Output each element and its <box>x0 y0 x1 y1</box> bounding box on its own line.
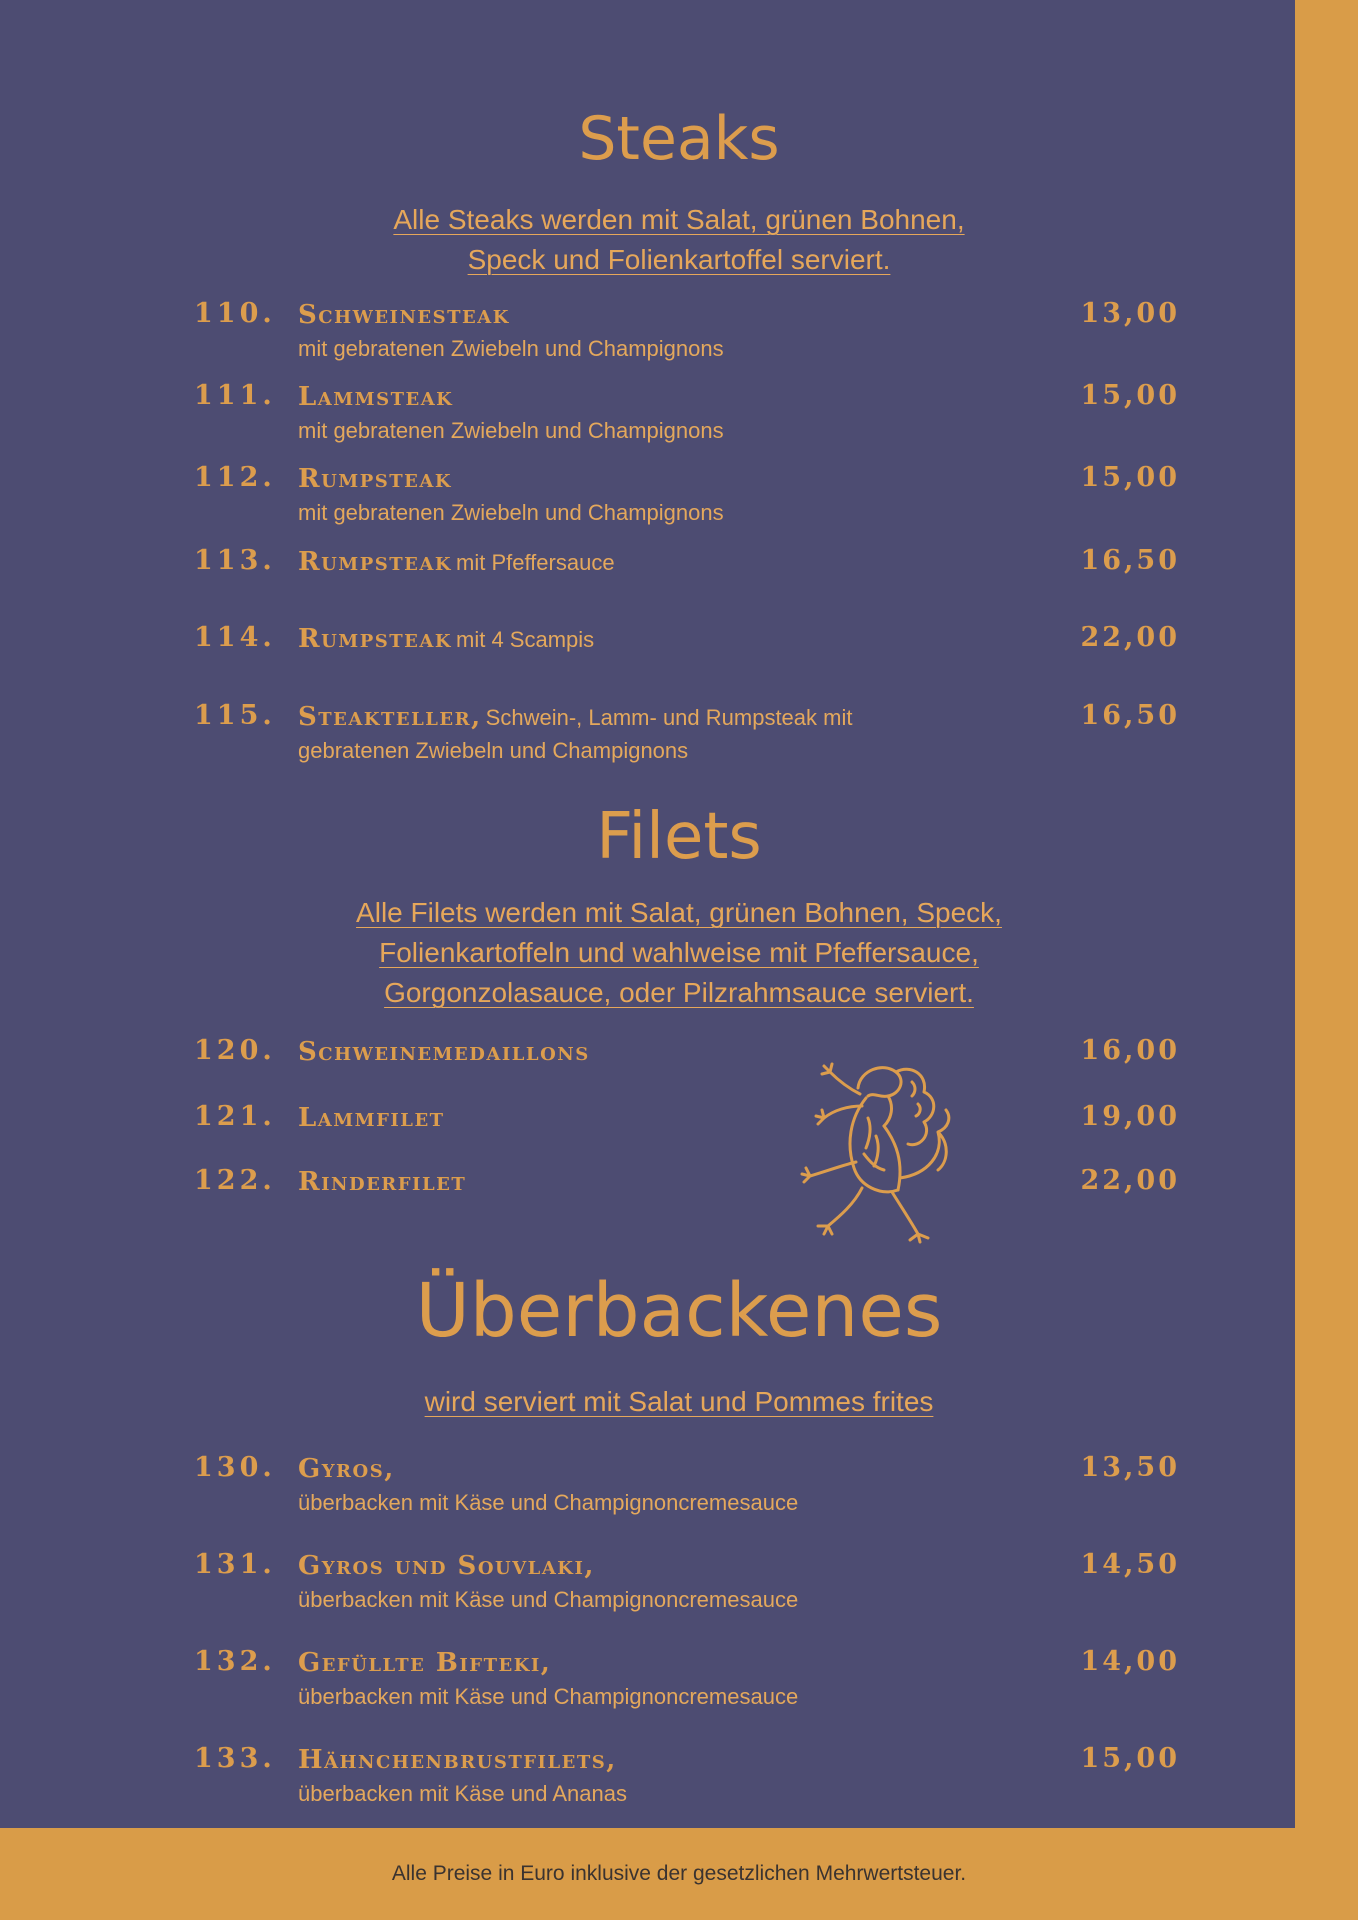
filets-intro <box>0 893 1358 1013</box>
steaks-intro <box>0 200 1358 280</box>
item-description: überbacken mit Käse und Champignoncremesauce <box>298 1490 799 1515</box>
item-number: 121. <box>194 1101 276 1132</box>
item-name: Rumpsteak <box>298 547 452 577</box>
item-description: überbacken mit Käse und Ananas <box>298 1781 628 1806</box>
item-number: 115. <box>194 700 276 731</box>
item-description: mit gebratenen Zwiebeln und Champignons <box>298 336 724 361</box>
item-description: überbacken mit Käse und Champignoncremesauce <box>298 1684 799 1709</box>
item-name: Gyros und Souvlaki, <box>298 1551 595 1581</box>
item-number: 110. <box>194 298 276 329</box>
item-price: 16,50 <box>1080 545 1180 576</box>
section-title-steaks: Steaks <box>578 104 780 174</box>
filets-intro-line-1: Alle Filets werden mit Salat, grünen Bohnen, Speck, <box>356 897 1002 928</box>
item-name: Gefüllte Bifteki, <box>298 1648 552 1678</box>
item-name: Steakteller, <box>298 702 482 732</box>
item-description: mit gebratenen Zwiebeln und Champignons <box>298 500 724 525</box>
item-price: 15,00 <box>1080 1743 1180 1774</box>
steaks-intro-line-2: Speck und Folienkartoffel serviert. <box>467 244 891 275</box>
item-price: 16,00 <box>1080 1035 1180 1066</box>
filets-intro-line-2: Folienkartoffeln und wahlweise mit Pfeffersauce, <box>379 937 979 968</box>
filets-intro-line-3: Gorgonzolasauce, oder Pilzrahmsauce serviert. <box>384 977 974 1008</box>
item-description: gebratenen Zwiebeln und Champignons <box>298 738 689 763</box>
item-number: 132. <box>194 1646 276 1677</box>
item-price: 19,00 <box>1080 1101 1180 1132</box>
item-number: 112. <box>194 462 276 493</box>
item-inline-description: Schwein-, Lamm- und Rumpsteak mit <box>485 705 853 730</box>
item-price: 22,00 <box>1080 622 1180 653</box>
item-price: 14,50 <box>1080 1549 1180 1580</box>
item-price: 15,00 <box>1080 380 1180 411</box>
ueberbackenes-intro <box>0 1382 1358 1422</box>
item-number: 111. <box>194 380 276 411</box>
item-price: 22,00 <box>1080 1165 1180 1196</box>
item-inline-description: mit 4 Scampis <box>456 627 595 652</box>
item-name: Rinderfilet <box>298 1167 467 1197</box>
item-price: 13,00 <box>1080 298 1180 329</box>
item-number: 131. <box>194 1549 276 1580</box>
item-inline-description: mit Pfeffersauce <box>456 550 615 575</box>
item-name: Rumpsteak <box>298 464 452 494</box>
ueberbackenes-intro-line: wird serviert mit Salat und Pommes frites <box>424 1386 934 1417</box>
item-name: Rumpsteak <box>298 624 452 654</box>
item-name: Lammsteak <box>298 382 454 412</box>
item-description: überbacken mit Käse und Champignoncremesauce <box>298 1587 799 1612</box>
price-note-footer: Alle Preise in Euro inklusive der gesetzlichen Mehrwertsteuer. <box>391 1862 967 1885</box>
item-name: Schweinemedaillons <box>298 1037 590 1067</box>
steaks-intro-line-1: Alle Steaks werden mit Salat, grünen Bohnen, <box>393 204 965 235</box>
item-price: 16,50 <box>1080 700 1180 731</box>
item-name: Schweinesteak <box>298 300 510 330</box>
item-number: 114. <box>194 622 276 653</box>
section-title-filets: Filets <box>596 800 762 874</box>
item-number: 120. <box>194 1035 276 1066</box>
item-name: Hähnchenbrustfilets, <box>298 1745 617 1775</box>
section-title-ueberbackenes: Überbackenes <box>415 1268 943 1354</box>
item-number: 122. <box>194 1165 276 1196</box>
item-price: 14,00 <box>1080 1646 1180 1677</box>
item-name: Gyros, <box>298 1454 395 1484</box>
item-description: mit gebratenen Zwiebeln und Champignons <box>298 418 724 443</box>
item-name: Lammfilet <box>298 1103 445 1133</box>
item-price: 15,00 <box>1080 462 1180 493</box>
item-price: 13,50 <box>1080 1452 1180 1483</box>
heraldic-lion-icon <box>788 1058 958 1248</box>
item-number: 133. <box>194 1743 276 1774</box>
item-number: 113. <box>194 545 276 576</box>
item-number: 130. <box>194 1452 276 1483</box>
